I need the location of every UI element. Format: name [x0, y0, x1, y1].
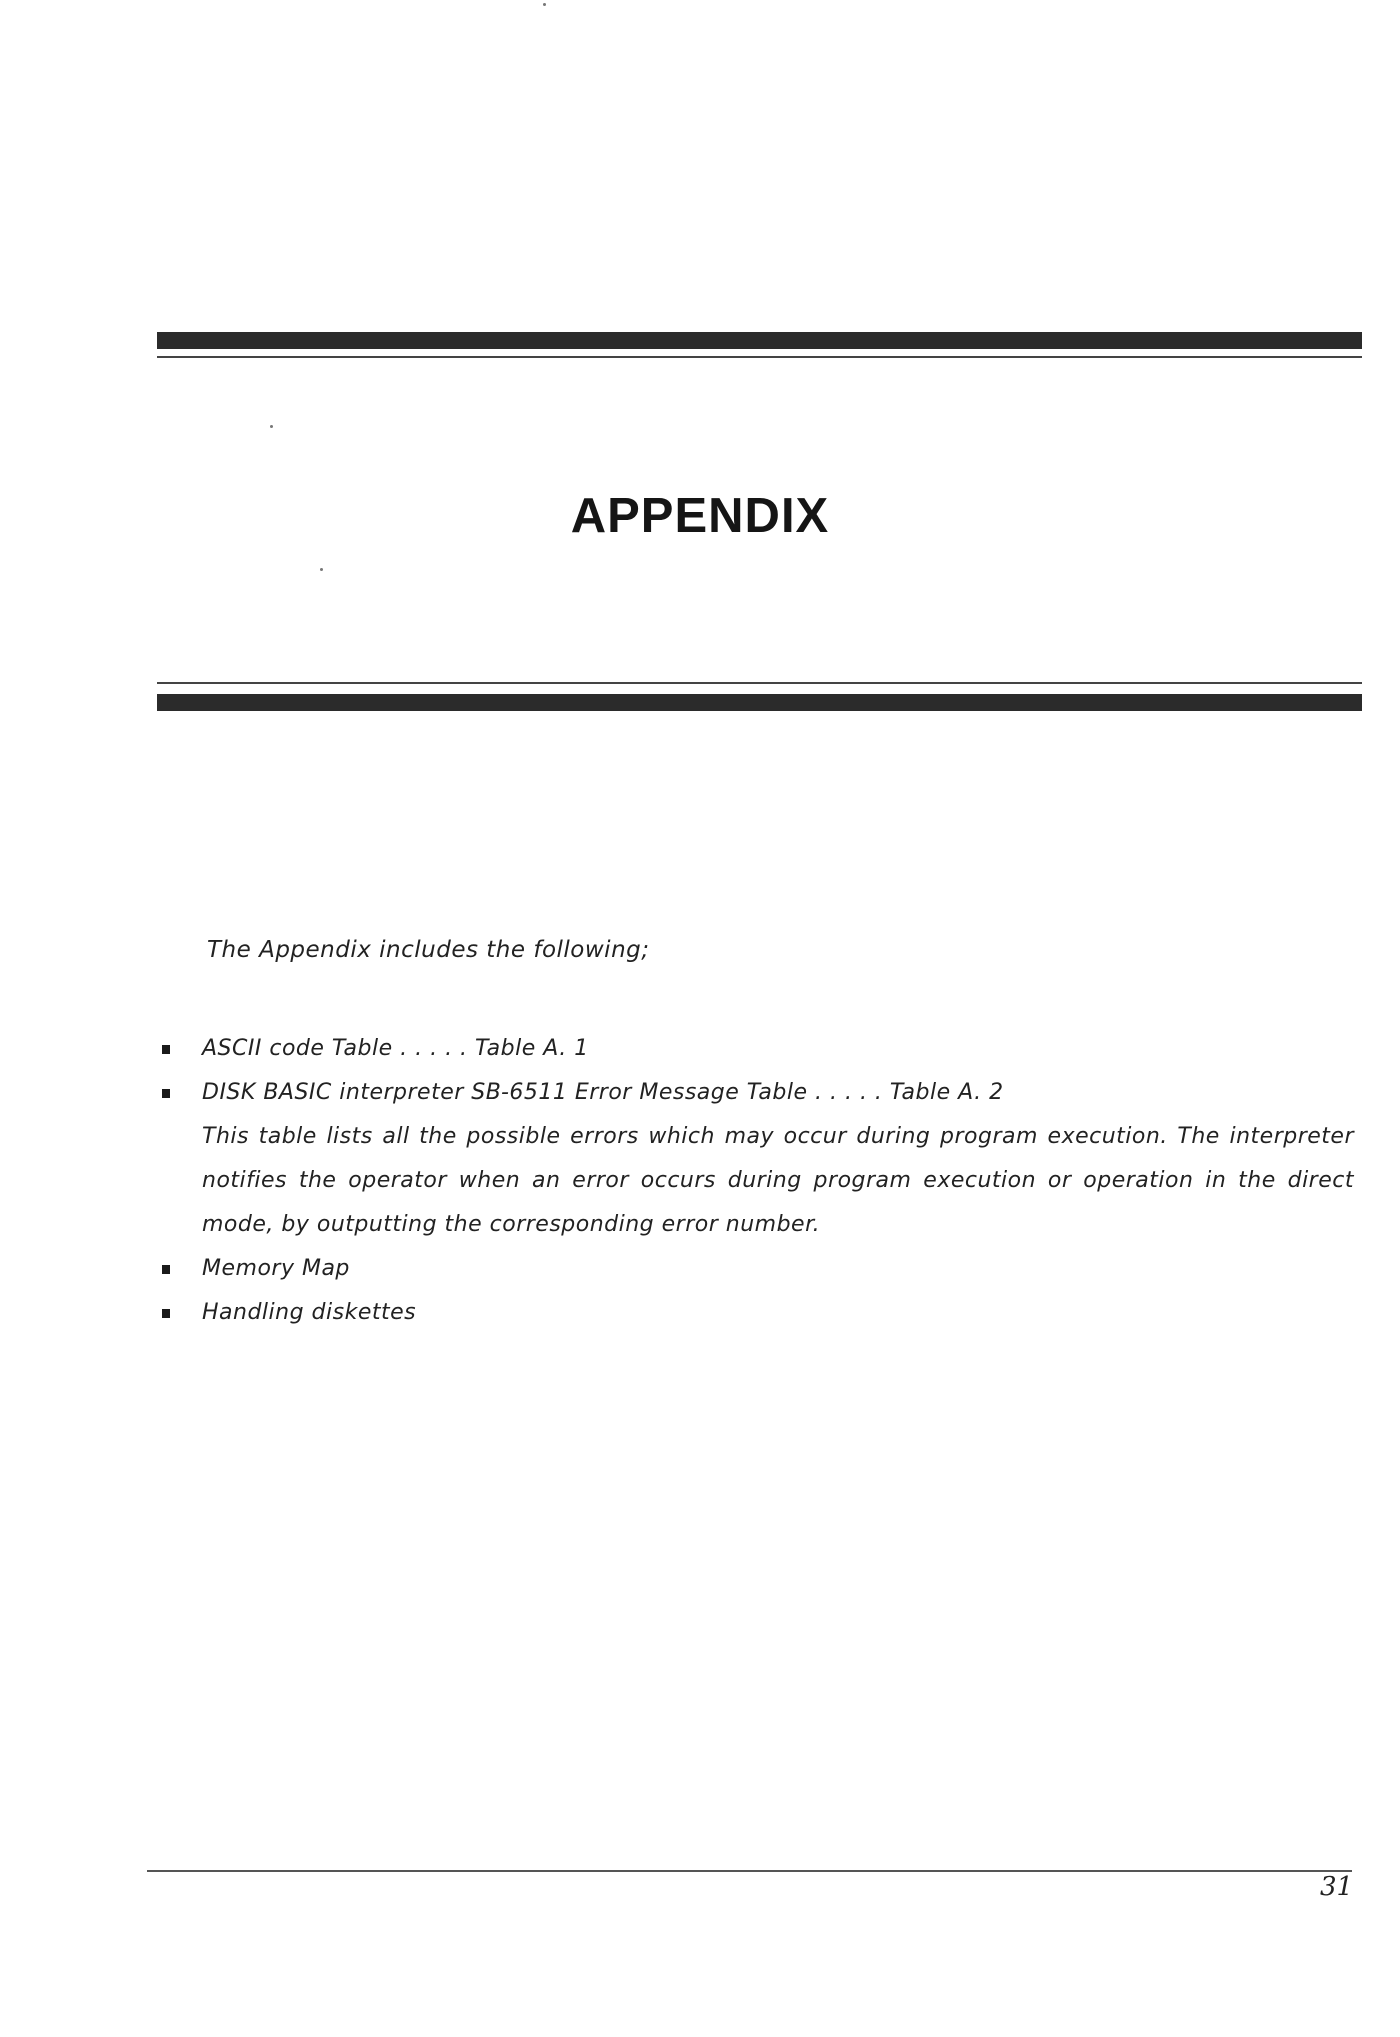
intro-text: The Appendix includes the following; [207, 937, 650, 963]
list-item-memory-map [160, 1247, 1360, 1291]
page-title: APPENDIX [570, 489, 830, 543]
footer-rule [147, 1870, 1352, 1872]
list-item-error-table-description [160, 1115, 1360, 1247]
scan-speck [543, 3, 546, 6]
scan-speck [270, 425, 273, 428]
title-thick-rule [157, 694, 1362, 711]
square-bullet-icon [162, 1265, 170, 1274]
list-item-description: This table lists all the possible errors which may occur during program execution. The interpreter notifies the operator when an error occurs during program execution or operation in the direct mode, by outputting the corresponding error number. [202, 1124, 1354, 1237]
list-item-label: ASCII code Table . . . . . Table A. 1 [202, 1036, 589, 1061]
square-bullet-icon [162, 1309, 170, 1318]
list-item-error-table [160, 1071, 1360, 1115]
header-thin-rule [157, 356, 1362, 358]
appendix-contents-list [160, 1027, 1360, 1335]
list-item-label: Handling diskettes [202, 1300, 417, 1325]
header-thick-rule [157, 332, 1362, 349]
square-bullet-icon [162, 1045, 170, 1054]
scan-speck [320, 568, 323, 571]
title-thin-rule [157, 682, 1362, 684]
square-bullet-icon [162, 1089, 170, 1098]
list-item-label: DISK BASIC interpreter SB-6511 Error Message Table . . . . . Table A. 2 [202, 1080, 1004, 1105]
list-item-handling-diskettes [160, 1291, 1360, 1335]
page-number: 31 [1320, 1872, 1354, 1902]
list-item-label: Memory Map [202, 1256, 350, 1281]
list-item-ascii-table [160, 1027, 1360, 1071]
